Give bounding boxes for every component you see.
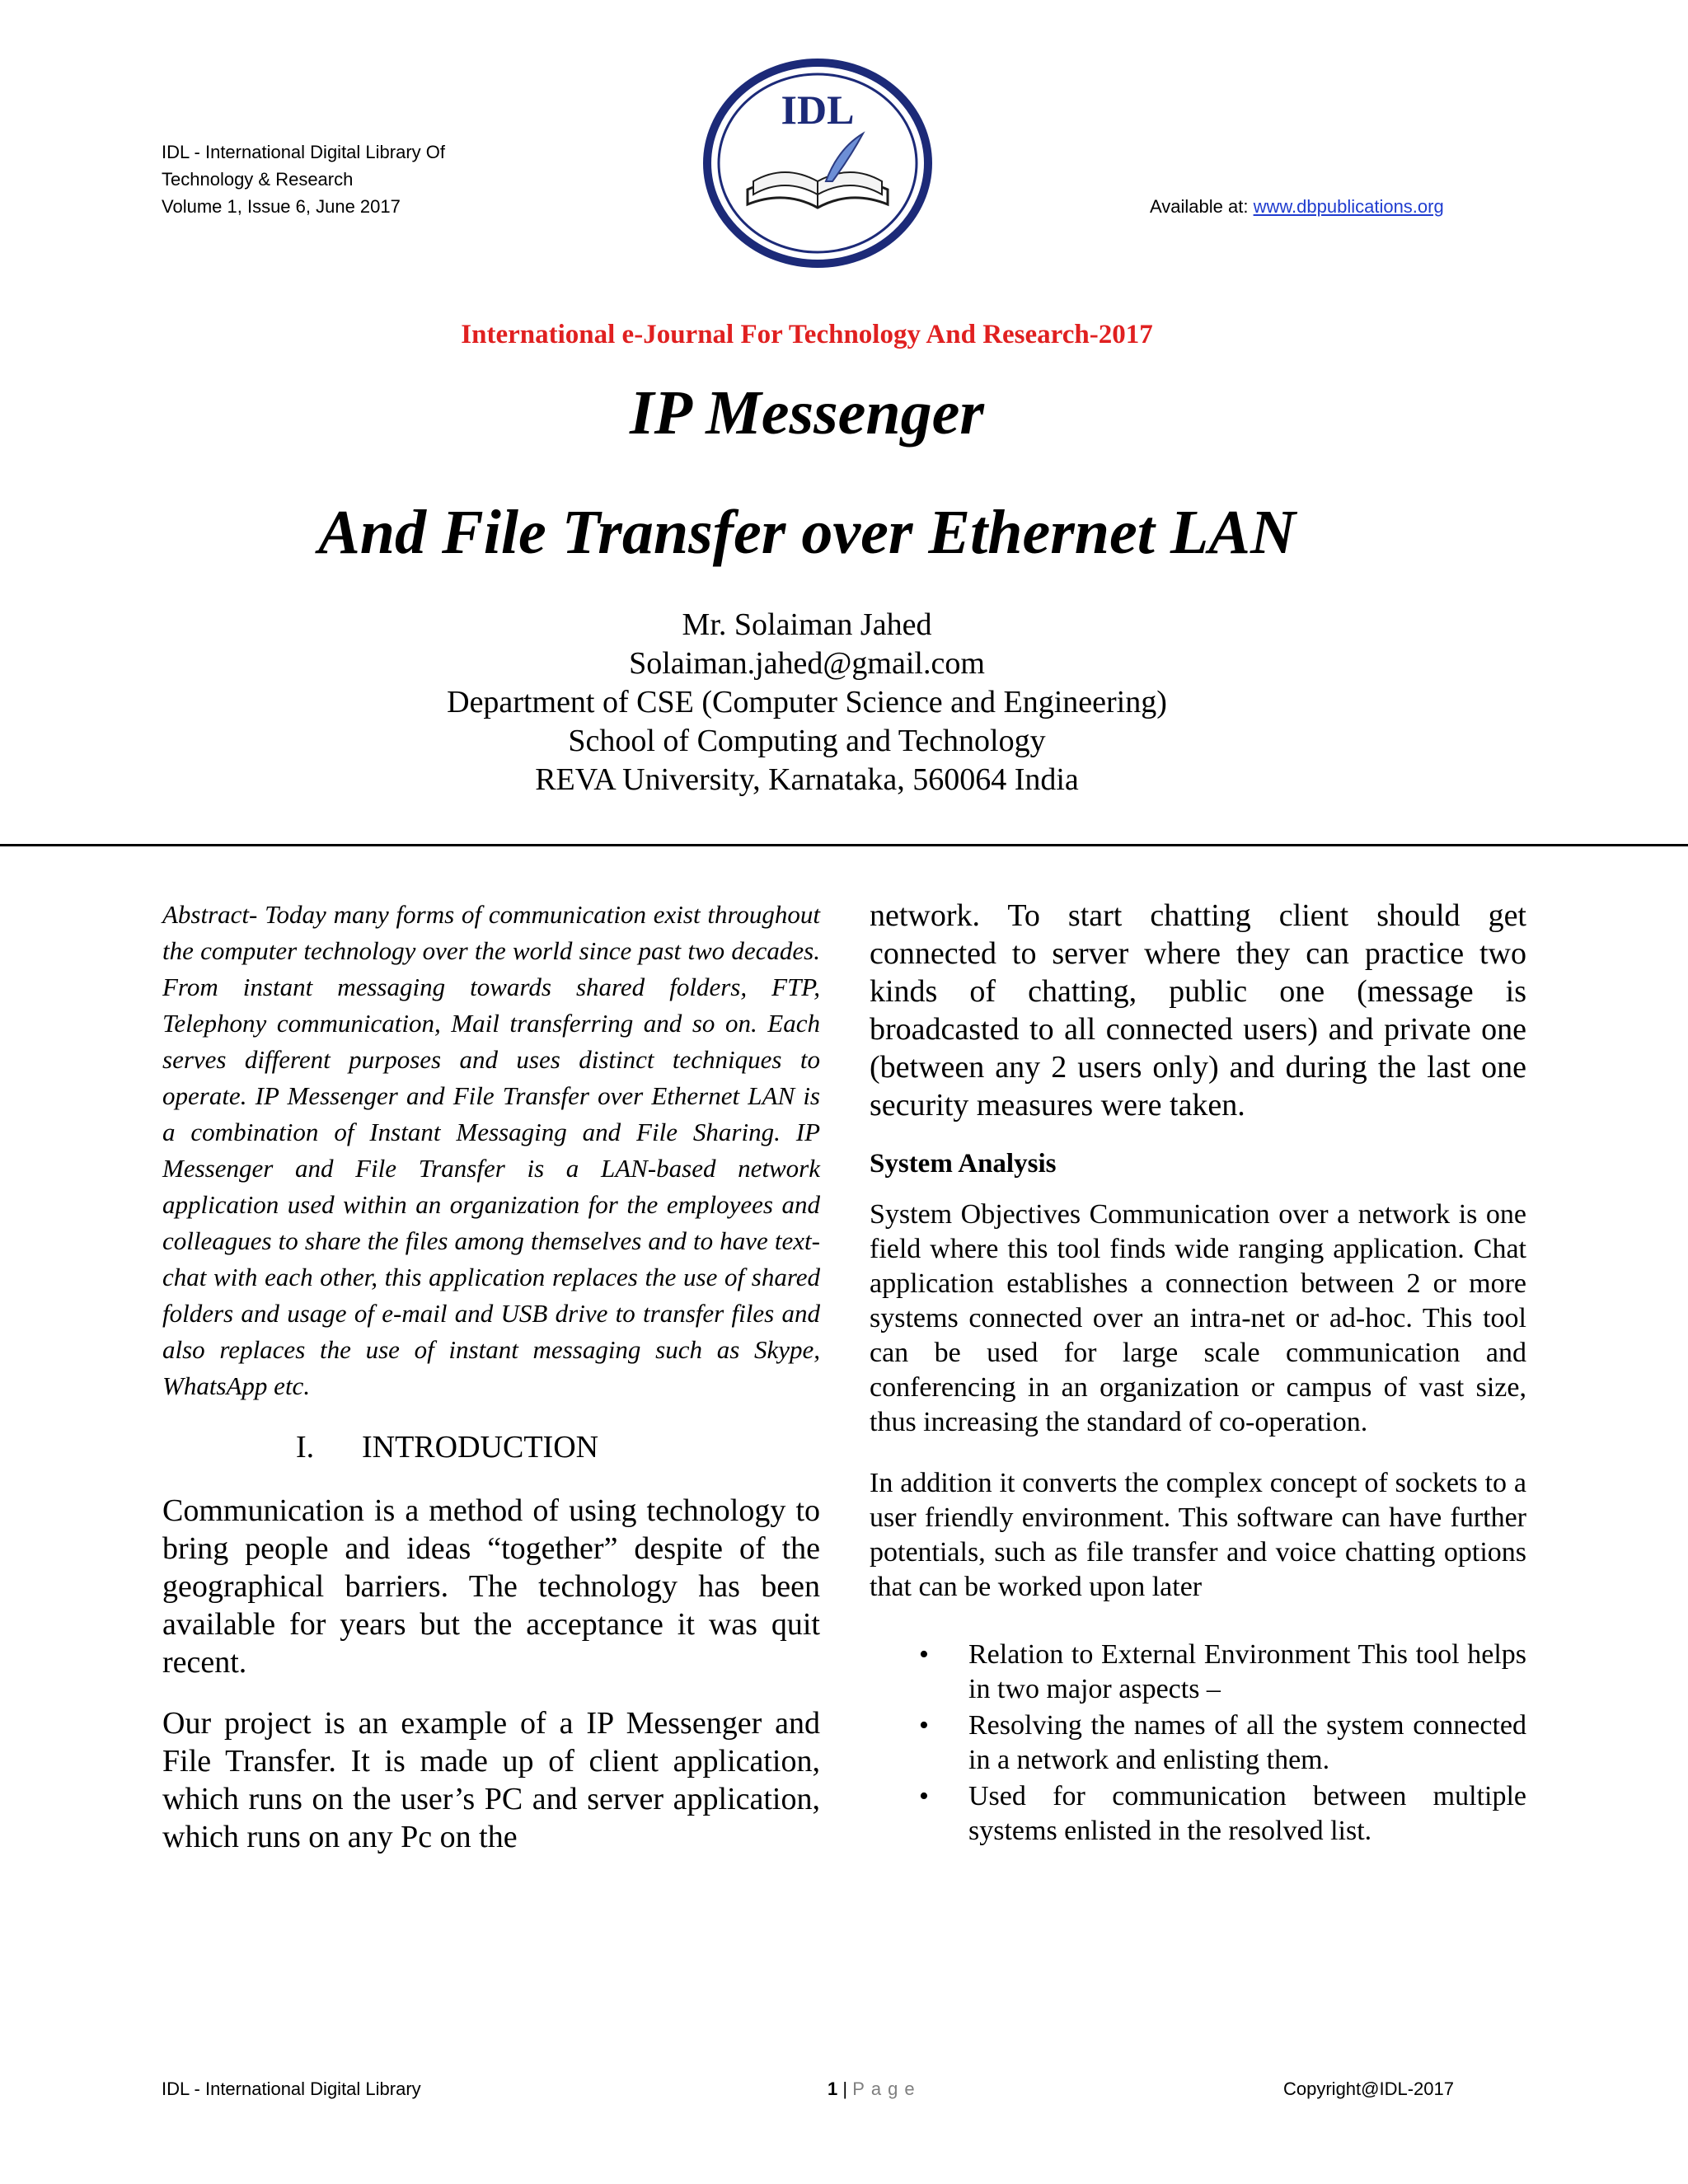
- bullet-icon: •: [919, 1710, 929, 1741]
- author-department: Department of CSE (Computer Science and Engineering): [447, 685, 1167, 719]
- introduction-continued: network. To start chatting client should get connected to server where they can practice two kinds of chatting, public one (message is broadcasted to all connected users) and private one (between any 2 users only) and during the last one security measures were taken.: [870, 898, 1526, 1122]
- page-label: Page: [852, 2079, 921, 2099]
- list-item: [870, 1708, 1526, 1778]
- footer-page: [828, 2079, 921, 2100]
- author-email: Solaiman.jahed@gmail.com: [629, 646, 985, 681]
- paper-title-line-1: IP Messenger: [630, 378, 984, 448]
- system-analysis-paragraph-2: In addition it converts the complex concept of sockets to a user friendly environment. This software can have further potentials, such as file transfer and voice chatting options that can be worked upon later: [870, 1468, 1526, 1602]
- system-analysis-paragraph-1: System Objectives Communication over a network is one field where this tool finds wide ranging application. Chat application establishes a connection between 2 or more systems connected over an intra-net or ad-hoc. This tool can be used for large scale communication and conferencing in an organization or campus of vast size, thus increasing the standard of co-operation.: [870, 1199, 1526, 1437]
- section-number: I.: [296, 1430, 315, 1465]
- journal-name: International e-Journal For Technology And Research-2017: [461, 320, 1153, 349]
- header-line-1: IDL - International Digital Library Of: [162, 142, 445, 162]
- list-item: [870, 1779, 1526, 1849]
- list-item: [870, 1638, 1526, 1707]
- available-label: Available at:: [1150, 196, 1254, 217]
- bullet-icon: •: [919, 1639, 929, 1670]
- author-university: REVA University, Karnataka, 560064 India: [535, 762, 1079, 797]
- bullet-text: Used for communication between multiple systems enlisted in the resolved list.: [968, 1781, 1526, 1846]
- introduction-paragraph-1: Communication is a method of using technology to bring people and ideas “together” despite of the geographical barriers. The technology has been available for years but the acceptance it was quit recent.: [162, 1493, 820, 1680]
- header-line-2: Technology & Research: [162, 169, 354, 190]
- section-title: INTRODUCTION: [362, 1430, 599, 1465]
- logo-text: IDL: [781, 87, 855, 133]
- publication-link[interactable]: www.dbpublications.org: [1253, 196, 1444, 217]
- footer-copyright: Copyright@IDL-2017: [1283, 2079, 1454, 2099]
- analysis-bullet-list: [870, 1638, 1526, 1849]
- author-name: Mr. Solaiman Jahed: [682, 607, 932, 642]
- author-block: [0, 606, 1614, 799]
- header-volume-issue: Volume 1, Issue 6, June 2017: [162, 196, 401, 217]
- footer-library: IDL - International Digital Library: [162, 2079, 421, 2099]
- abstract: Abstract- Today many forms of communication exist throughout the computer technology over the world since past two decades. From instant messaging towards shared folders, FTP, Telephony communication, Mail transferring and so on. Each serves different purposes and uses distinct techniques to operate. IP Messenger and File Transfer over Ethernet LAN is a combination of Instant Messaging and File Sharing. IP Messenger and File Transfer is a LAN-based network application used within an organization for the employees and colleagues to share the files among themselves and to have text-chat with each other, this application replaces the use of shared folders and usage of e-mail and USB drive to transfer files and also replaces the use of instant messaging such as Skype, WhatsApp etc.: [162, 900, 820, 1400]
- paper-title-line-2: And File Transfer over Ethernet LAN: [318, 498, 1296, 567]
- bullet-text: Relation to External Environment This tool helps in two major aspects –: [968, 1639, 1526, 1704]
- right-column: [870, 897, 1526, 1850]
- bullet-text: Resolving the names of all the system connected in a network and enlisting them.: [968, 1710, 1526, 1775]
- bullet-icon: •: [919, 1781, 929, 1811]
- introduction-heading: [162, 1429, 820, 1465]
- title-divider: [0, 844, 1688, 846]
- page-separator: |: [837, 2079, 853, 2099]
- availability: [1150, 193, 1444, 220]
- idl-logo: [702, 58, 933, 269]
- author-school: School of Computing and Technology: [568, 724, 1046, 758]
- page-number: 1: [828, 2079, 838, 2099]
- journal-header-info: [162, 138, 445, 220]
- introduction-paragraph-2: Our project is an example of a IP Messenger and File Transfer. It is made up of client application, which runs on the user’s PC and server application, which runs on any Pc on the: [162, 1706, 820, 1854]
- left-column: [162, 897, 820, 1879]
- system-analysis-heading: System Analysis: [870, 1149, 1057, 1179]
